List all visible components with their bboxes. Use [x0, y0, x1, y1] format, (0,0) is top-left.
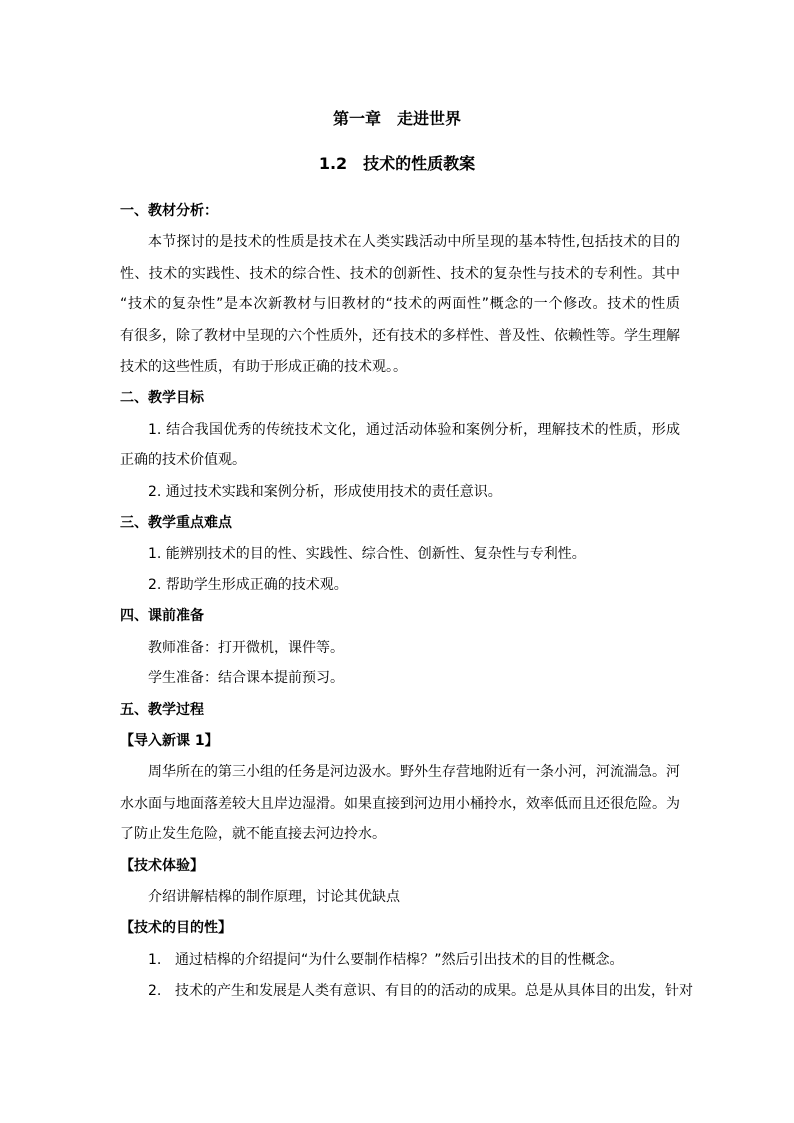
key-point-item-1: 1. 能辨别技术的目的性、实践性、综合性、创新性、复杂性与专利性。: [148, 546, 586, 562]
intro-line: 周华所在的第三小组的任务是河边汲水。野外生存营地附近有一条小河，河流湍急。河: [148, 764, 680, 780]
heading-teaching-process: 五、教学过程: [120, 702, 204, 718]
section-title: 1.2 技术的性质教案: [318, 154, 476, 173]
chapter-title: 第一章 走进世界: [332, 109, 461, 128]
student-preparation: 学生准备：结合课本提前预习。: [148, 670, 344, 686]
heading-teaching-goals: 二、教学目标: [120, 390, 204, 406]
tech-experience-line: 介绍讲解桔槔的制作原理，讨论其优缺点: [148, 889, 400, 905]
heading-key-points: 三、教学重点难点: [120, 515, 232, 531]
key-point-item-2: 2. 帮助学生形成正确的技术观。: [148, 577, 348, 593]
paragraph-line: “技术的复杂性”是本次新教材与旧教材的“技术的两面性”概念的一个修改。技术的性质: [120, 296, 680, 312]
teacher-preparation: 教师准备：打开微机，课件等。: [148, 640, 344, 656]
heading-textbook-analysis: 一、教材分析：: [120, 203, 218, 219]
heading-tech-experience: 【技术体验】: [120, 858, 204, 874]
item-text: 通过桔槔的介绍提问“为什么要制作桔槔？”然后引出技术的目的性概念。: [175, 952, 624, 968]
intro-line: 了防止发生危险，就不能直接去河边拎水。: [120, 826, 386, 842]
paragraph-line: 有很多，除了教材中呈现的六个性质外，还有技术的多样性、普及性、依赖性等。学生理解: [120, 328, 680, 344]
goal-item-1-line-2: 正确的技术价值观。: [120, 452, 246, 468]
purpose-item-1: [148, 950, 708, 970]
purpose-item-2: [148, 981, 708, 1001]
heading-tech-purpose: 【技术的目的性】: [120, 920, 232, 936]
goal-item-2: 2. 通过技术实践和案例分析，形成使用技术的责任意识。: [148, 484, 502, 500]
goal-item-1-line-1: 1. 结合我国优秀的传统技术文化，通过活动体验和案例分析，理解技术的性质，形成: [148, 422, 680, 438]
paragraph-line: 性、技术的实践性、技术的综合性、技术的创新性、技术的复杂性与技术的专利性。其中: [120, 266, 680, 282]
heading-preparation: 四、课前准备: [120, 608, 204, 624]
paragraph-line: 技术的这些性质，有助于形成正确的技术观。。: [120, 359, 407, 375]
heading-intro: 【导入新课 1】: [120, 733, 219, 749]
item-number: 1.: [148, 952, 162, 968]
intro-line: 水水面与地面落差较大且岸边湿滑。如果直接到河边用小桶拎水，效率低而且还很危险。为: [120, 796, 680, 812]
paragraph-line: 本节探讨的是技术的性质是技术在人类实践活动中所呈现的基本特性,包括技术的目的: [148, 234, 680, 250]
item-number: 2.: [148, 983, 162, 999]
item-text: 技术的产生和发展是人类有意识、有目的的活动的成果。总是从具体目的出发，针对: [175, 983, 693, 999]
